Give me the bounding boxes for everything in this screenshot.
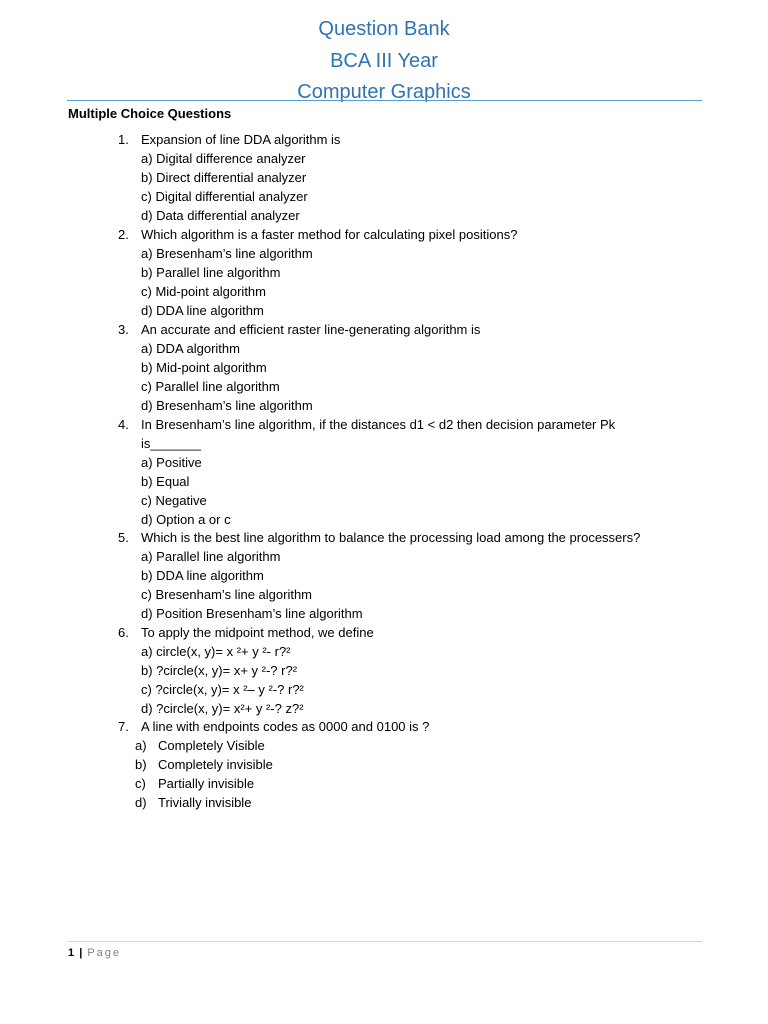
option-row	[0, 282, 768, 301]
page-footer	[68, 946, 121, 960]
option-text: c) Negative	[141, 493, 207, 508]
option-label: c)	[135, 776, 146, 791]
option-text: d) Position Bresenham’s line algorithm	[141, 606, 363, 621]
title-course-year: BCA III Year	[330, 49, 438, 72]
question-text: To apply the midpoint method, we define	[141, 625, 374, 640]
option-text: d) Bresenham’s line algorithm	[141, 398, 313, 413]
question-text: In Bresenham’s line algorithm, if the distances d1 < d2 then decision parameter Pk	[141, 417, 616, 432]
question-text: A line with endpoints codes as 0000 and 0100 is ?	[141, 719, 430, 734]
question-text: Which is the best line algorithm to balance the processing load among the processers?	[141, 530, 641, 545]
question-2	[0, 225, 768, 244]
option-row	[0, 699, 768, 718]
option-row	[0, 793, 768, 812]
title-question-bank: Question Bank	[318, 18, 450, 40]
question-6	[0, 623, 768, 642]
option-text: Trivially invisible	[158, 795, 252, 810]
option-row	[0, 774, 768, 793]
page-number: 1	[68, 947, 75, 959]
option-text: c) Mid-point algorithm	[141, 284, 266, 299]
option-text: b) Mid-point algorithm	[141, 360, 267, 375]
option-text: c) Digital differential analyzer	[141, 189, 308, 204]
option-row	[0, 642, 768, 661]
question-number: 3.	[118, 322, 129, 337]
option-text: a) Parallel line algorithm	[141, 549, 281, 564]
question-number: 7.	[118, 719, 129, 734]
question-1	[0, 130, 768, 149]
option-row	[0, 358, 768, 377]
section-heading: Multiple Choice Questions	[68, 106, 232, 121]
option-text: d) DDA line algorithm	[141, 303, 264, 318]
option-text: Partially invisible	[158, 776, 255, 791]
option-text: a) DDA algorithm	[141, 341, 240, 356]
option-row	[0, 453, 768, 472]
option-row	[0, 168, 768, 187]
question-number: 1.	[118, 132, 129, 147]
option-row	[0, 604, 768, 623]
option-row	[0, 263, 768, 282]
option-row	[0, 377, 768, 396]
option-row	[0, 680, 768, 699]
option-row	[0, 491, 768, 510]
option-row	[0, 149, 768, 168]
question-text: Expansion of line DDA algorithm is	[141, 132, 341, 147]
option-text: Completely invisible	[158, 757, 273, 772]
option-text: b) ?circle(x, y)= x+ y ²-? r?²	[141, 663, 298, 678]
option-text: c) Bresenham’s line algorithm	[141, 587, 312, 602]
option-text: b) DDA line algorithm	[141, 568, 264, 583]
option-row	[0, 206, 768, 225]
option-text: c) ?circle(x, y)= x ²– y ²-? r?²	[141, 682, 304, 697]
option-label: b)	[135, 757, 147, 772]
option-label: d)	[135, 795, 147, 810]
option-row	[0, 661, 768, 680]
option-row	[0, 510, 768, 529]
option-text: c) Parallel line algorithm	[141, 379, 280, 394]
option-row	[0, 547, 768, 566]
option-text: b) Parallel line algorithm	[141, 265, 281, 280]
question-3	[0, 320, 768, 339]
question-text-cont: is_______	[141, 436, 201, 451]
question-4	[0, 415, 768, 434]
option-text: d) ?circle(x, y)= x²+ y ²-? z?²	[141, 701, 304, 716]
option-row	[0, 755, 768, 774]
document-title	[0, 14, 768, 109]
question-number: 4.	[118, 417, 129, 432]
option-text: a) Positive	[141, 455, 202, 470]
option-row	[0, 339, 768, 358]
option-text: d) Data differential analyzer	[141, 208, 300, 223]
question-7	[0, 717, 768, 736]
title-subject: Computer Graphics	[297, 81, 471, 103]
question-number: 6.	[118, 625, 129, 640]
question-text: An accurate and efficient raster line-generating algorithm is	[141, 322, 481, 337]
option-text: a) circle(x, y)= x ²+ y ²- r?²	[141, 644, 291, 659]
option-row	[0, 187, 768, 206]
question-text-continuation	[0, 434, 768, 453]
question-text: Which algorithm is a faster method for calculating pixel positions?	[141, 227, 518, 242]
option-row	[0, 301, 768, 320]
option-row	[0, 585, 768, 604]
footer-divider	[67, 941, 702, 942]
footer-separator: |	[79, 947, 83, 959]
page-label: Page	[87, 947, 122, 959]
option-text: b) Equal	[141, 474, 190, 489]
question-number: 2.	[118, 227, 129, 242]
option-row	[0, 472, 768, 491]
title-underline	[67, 100, 702, 101]
option-text: b) Direct differential analyzer	[141, 170, 307, 185]
option-text: a) Bresenham’s line algorithm	[141, 246, 313, 261]
question-number: 5.	[118, 530, 129, 545]
option-text: a) Digital difference analyzer	[141, 151, 306, 166]
option-text: Completely Visible	[158, 738, 265, 753]
option-label: a)	[135, 738, 147, 753]
question-5	[0, 528, 768, 547]
option-row	[0, 396, 768, 415]
option-row	[0, 244, 768, 263]
option-text: d) Option a or c	[141, 512, 231, 527]
option-row	[0, 566, 768, 585]
option-row	[0, 736, 768, 755]
